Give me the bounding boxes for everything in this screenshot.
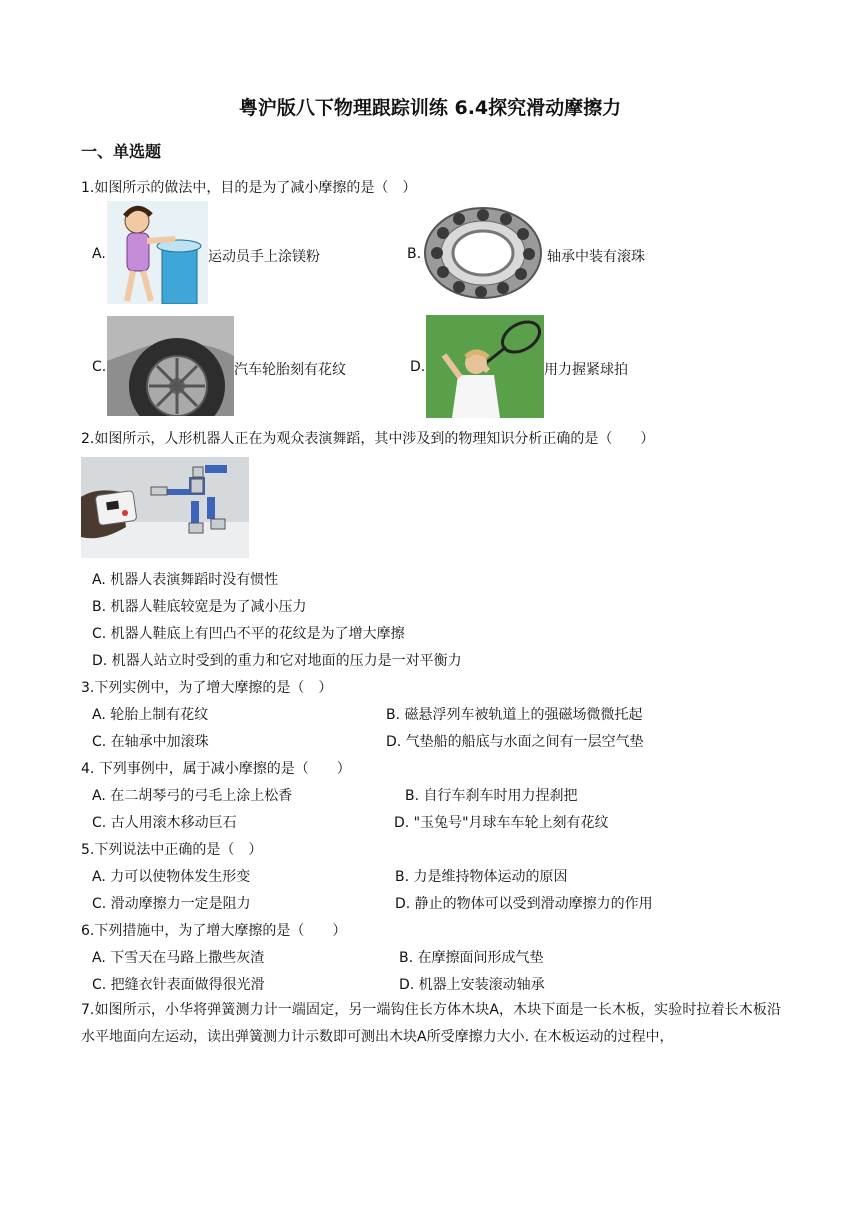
question-2-stem: 2.如图所示，人形机器人正在为观众表演舞蹈，其中涉及到的物理知识分析正确的是（ ） <box>81 431 655 447</box>
q2-option-d: D. 机器人站立时受到的重力和它对地面的压力是一对平衡力 <box>92 653 462 669</box>
q1-option-a-image <box>107 201 208 304</box>
section-heading: 一、单选题 <box>81 142 162 161</box>
question-7-text: 7.如图所示，小华将弹簧测力计一端固定，另一端钩住长方体木块A，木块下面是一长木板，实验时拉着长木板沿水平地面向左运动，读出弹簧测力计示数即可测出木块A所受摩擦力大小. 在木板运动的过程中， <box>81 1002 781 1045</box>
q1-option-b-text: 轴承中装有滚珠 <box>547 249 645 265</box>
q1-option-b-image <box>421 204 545 302</box>
q4-option-d: D. "玉兔号"月球车车轮上刻有花纹 <box>394 815 609 831</box>
q2-option-a: A. 机器人表演舞蹈时没有惯性 <box>92 572 279 588</box>
question-1-stem: 1.如图所示的做法中，目的是为了减小摩擦的是（ ） <box>81 180 417 196</box>
q5-option-a: A. 力可以使物体发生形变 <box>92 869 251 885</box>
q3-option-b: B. 磁悬浮列车被轨道上的强磁场微微托起 <box>386 707 643 723</box>
q1-option-a-letter: A. <box>92 246 106 262</box>
q3-option-c: C. 在轴承中加滚珠 <box>92 734 209 750</box>
q2-option-b: B. 机器人鞋底较宽是为了减小压力 <box>92 599 307 615</box>
q1-option-a-text: 运动员手上涂镁粉 <box>208 249 320 265</box>
q5-option-d: D. 静止的物体可以受到滑动摩擦力的作用 <box>395 896 653 912</box>
page-title: 粤沪版八下物理跟踪训练 6.4探究滑动摩擦力 <box>238 97 622 119</box>
q1-option-b-letter: B. <box>407 246 422 262</box>
q4-option-c: C. 古人用滚木移动巨石 <box>92 815 237 831</box>
q1-option-c-letter: C. <box>92 359 107 375</box>
q5-option-b: B. 力是维持物体运动的原因 <box>395 869 568 885</box>
q1-option-c-text: 汽车轮胎刻有花纹 <box>234 362 346 378</box>
q4-option-b: B. 自行车刹车时用力捏刹把 <box>405 788 578 804</box>
question-4-stem: 4. 下列事例中，属于减小摩擦的是（ ） <box>81 761 351 777</box>
q2-option-c: C. 机器人鞋底上有凹凸不平的花纹是为了增大摩擦 <box>92 626 405 642</box>
q1-option-d-image <box>426 315 544 418</box>
q3-option-a: A. 轮胎上制有花纹 <box>92 707 209 723</box>
question-6-stem: 6.下列措施中，为了增大摩擦的是（ ） <box>81 923 347 939</box>
q6-option-d: D. 机器上安装滚动轴承 <box>399 977 545 993</box>
question-5-stem: 5.下列说法中正确的是（ ） <box>81 842 263 858</box>
q2-robot-image <box>81 457 249 558</box>
q1-option-d-letter: D. <box>410 359 426 375</box>
q3-option-d: D. 气垫船的船底与水面之间有一层空气垫 <box>386 734 644 750</box>
q1-option-c-image <box>107 316 234 416</box>
q6-option-a: A. 下雪天在马路上撒些灰渣 <box>92 950 265 966</box>
q6-option-b: B. 在摩擦面间形成气垫 <box>399 950 544 966</box>
q6-option-c: C. 把缝衣针表面做得很光滑 <box>92 977 265 993</box>
question-3-stem: 3.下列实例中，为了增大摩擦的是（ ） <box>81 680 333 696</box>
q5-option-c: C. 滑动摩擦力一定是阻力 <box>92 896 251 912</box>
q1-option-d-text: 用力握紧球拍 <box>544 362 628 378</box>
q4-option-a: A. 在二胡琴弓的弓毛上涂上松香 <box>92 788 293 804</box>
